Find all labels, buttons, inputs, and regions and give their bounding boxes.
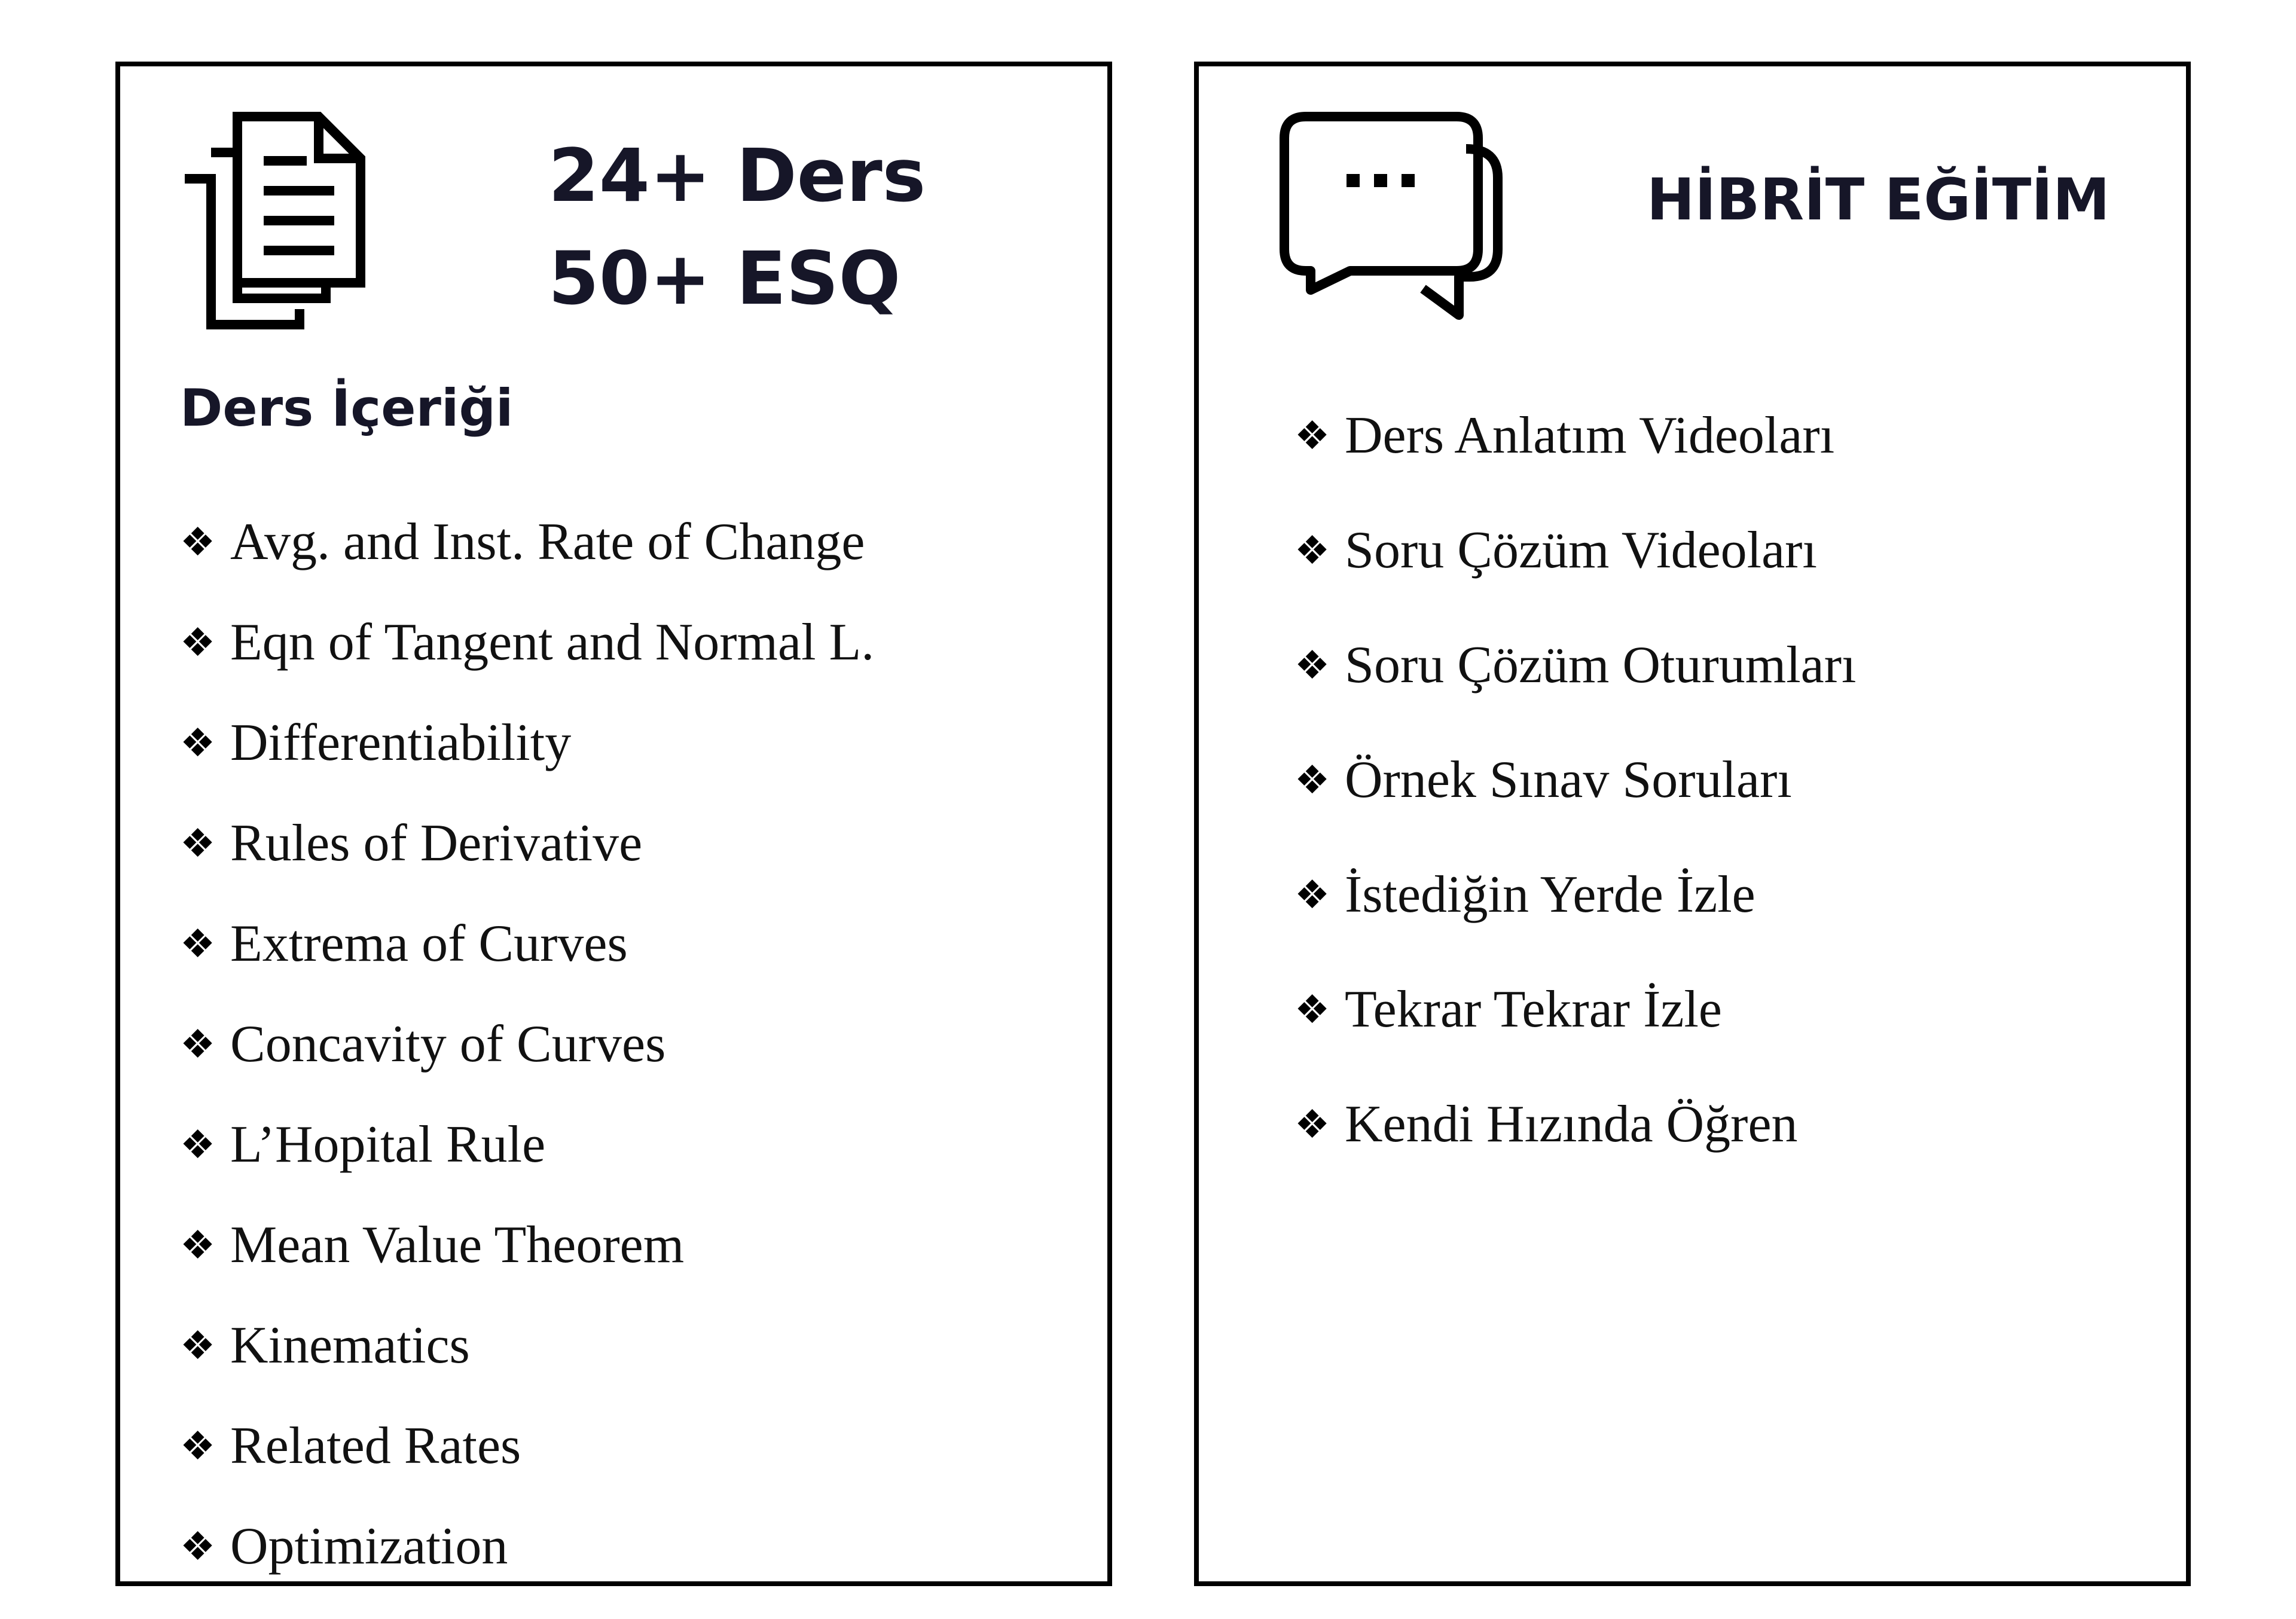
list-item: ❖ Extrema of Curves	[180, 894, 874, 994]
diamond-bullet-icon: ❖	[180, 1523, 216, 1569]
diamond-bullet-icon: ❖	[1294, 413, 1330, 459]
list-item: ❖ Örnek Sınav Soruları	[1294, 723, 1856, 838]
lesson-count-stat: 24+ Ders	[548, 133, 926, 218]
diamond-bullet-icon: ❖	[180, 1423, 216, 1469]
list-item: ❖ Mean Value Theorem	[180, 1195, 874, 1296]
list-item: ❖ Related Rates	[180, 1396, 874, 1496]
list-item: ❖ L’Hopital Rule	[180, 1095, 874, 1195]
diamond-bullet-icon: ❖	[180, 820, 216, 866]
chat-bubbles-icon	[1280, 112, 1507, 330]
course-content-title: Ders İçeriği	[180, 378, 514, 438]
list-item: ❖ Kinematics	[180, 1296, 874, 1396]
diamond-bullet-icon: ❖	[1294, 642, 1330, 688]
hybrid-education-heading: HİBRİT EĞİTİM	[1647, 166, 2110, 233]
list-item: ❖ Kendi Hızında Öğren	[1294, 1067, 1856, 1182]
diamond-bullet-icon: ❖	[180, 921, 216, 967]
course-content-card	[115, 62, 1112, 1586]
list-item: ❖ Avg. and Inst. Rate of Change	[180, 492, 874, 592]
diamond-bullet-icon: ❖	[1294, 1101, 1330, 1147]
diamond-bullet-icon: ❖	[1294, 872, 1330, 918]
esq-count-stat: 50+ ESQ	[548, 236, 901, 321]
list-item: ❖ Ders Anlatım Videoları	[1294, 378, 1856, 493]
list-item: ❖ Differentiability	[180, 693, 874, 793]
list-item: ❖ Eqn of Tangent and Normal L.	[180, 592, 874, 693]
list-item: ❖ Soru Çözüm Oturumları	[1294, 608, 1856, 723]
list-item: ❖ Optimization	[180, 1496, 874, 1597]
diamond-bullet-icon: ❖	[180, 1322, 216, 1368]
hybrid-education-card	[1194, 62, 2191, 1586]
course-topic-list	[180, 492, 874, 1597]
diamond-bullet-icon: ❖	[1294, 527, 1330, 573]
diamond-bullet-icon: ❖	[180, 720, 216, 766]
diamond-bullet-icon: ❖	[180, 1021, 216, 1067]
list-item: ❖ İstediğin Yerde İzle	[1294, 838, 1856, 952]
list-item: ❖ Rules of Derivative	[180, 793, 874, 894]
list-item: ❖ Tekrar Tekrar İzle	[1294, 952, 1856, 1067]
diamond-bullet-icon: ❖	[1294, 986, 1330, 1033]
diamond-bullet-icon: ❖	[180, 1122, 216, 1168]
list-item: ❖ Concavity of Curves	[180, 994, 874, 1095]
diamond-bullet-icon: ❖	[180, 519, 216, 565]
diamond-bullet-icon: ❖	[180, 619, 216, 665]
diamond-bullet-icon: ❖	[180, 1222, 216, 1268]
diamond-bullet-icon: ❖	[1294, 757, 1330, 803]
list-item: ❖ Soru Çözüm Videoları	[1294, 493, 1856, 608]
documents-icon	[180, 112, 365, 330]
feature-list	[1294, 378, 1856, 1182]
